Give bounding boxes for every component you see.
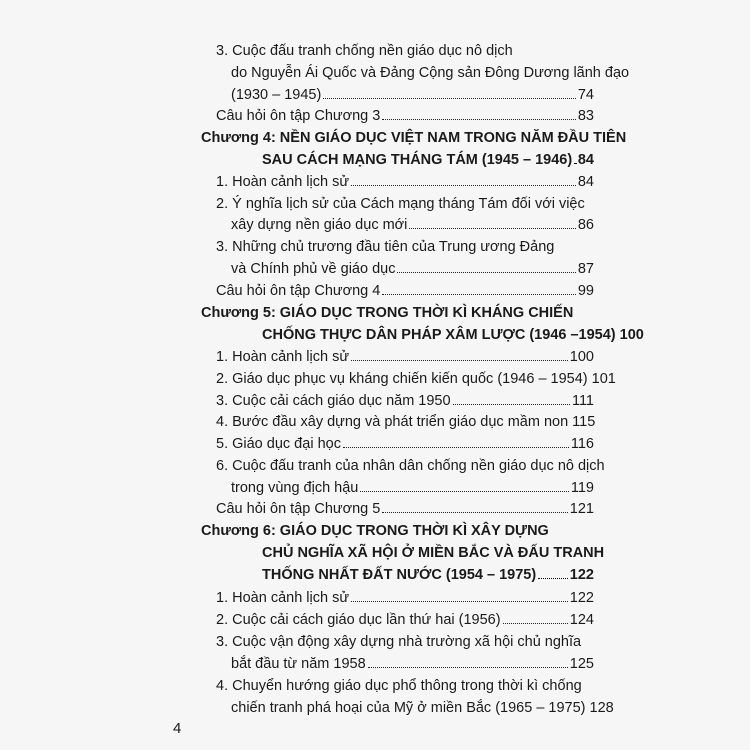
toc-line	[216, 195, 585, 213]
toc-line	[216, 238, 554, 256]
toc-entry-ch3-item3[interactable]	[231, 86, 594, 104]
toc-item-text: 3. Cuộc cải cách giáo dục năm 1950	[216, 393, 451, 409]
page-ref: 116	[570, 436, 594, 452]
toc-line	[216, 457, 605, 475]
chapter-4-title	[201, 129, 626, 147]
page-ref: 111	[571, 393, 594, 409]
toc-item-text: 2. Cuộc cải cách giáo dục lần thứ hai (1956)	[216, 612, 501, 628]
toc-item-text: 2. Giáo dục phục vụ kháng chiến kiến quốc (1946 – 1954)	[216, 371, 588, 387]
chapter-title-text: Chương 4: NỀN GIÁO DỤC VIỆT NAM TRONG NĂM ĐẦU TIÊN	[201, 130, 627, 146]
dot-leader	[351, 360, 568, 361]
toc-line	[216, 633, 581, 651]
chapter-6-title-line2	[262, 544, 604, 562]
dot-leader	[368, 667, 568, 668]
toc-entry-ch4[interactable]	[262, 151, 594, 169]
toc-item-text: 2. Ý nghĩa lịch sử của Cách mạng tháng Tám đối với việc	[216, 196, 585, 212]
page-ref: 84	[577, 152, 594, 168]
page-ref: 99	[577, 283, 594, 299]
toc-entry-ch4-item2[interactable]	[231, 216, 594, 234]
toc-item-text: 3. Cuộc đấu tranh chống nền giáo dục nô dịch	[216, 43, 513, 59]
chapter-title-text: Chương 6: GIÁO DỤC TRONG THỜI KÌ XÂY DỰNG	[201, 523, 549, 539]
dot-leader	[323, 98, 576, 99]
toc-item-text: 3. Cuộc vận động xây dựng nhà trường xã hội chủ nghĩa	[216, 634, 582, 650]
chapter-title-text: THỐNG NHẤT ĐẤT NƯỚC (1954 – 1975)	[262, 567, 537, 583]
toc-entry-ch4-review[interactable]	[216, 282, 594, 300]
toc-entry-ch5-item1[interactable]	[216, 348, 594, 366]
page-ref: 125	[569, 656, 594, 672]
page-ref: 115	[572, 414, 596, 430]
toc-line	[216, 677, 582, 695]
toc-item-text: (1930 – 1945)	[231, 87, 322, 103]
toc-item-text: 1. Hoàn cảnh lịch sử	[216, 349, 350, 365]
page-ref: 84	[577, 174, 594, 190]
toc-entry-ch6-item4[interactable]	[231, 699, 614, 717]
toc-item-text: 4. Chuyển hướng giáo dục phổ thông trong thời kì chống	[216, 678, 582, 694]
page-ref: 124	[569, 612, 594, 628]
toc-entry-ch6-item1[interactable]	[216, 589, 594, 607]
chapter-title-text: Chương 5: GIÁO DỤC TRONG THỜI KÌ KHÁNG CHIẾN	[201, 305, 574, 321]
toc-entry-ch5-item5[interactable]	[216, 435, 594, 453]
page-ref: 101	[591, 371, 616, 387]
toc-item-text: 1. Hoàn cảnh lịch sử	[216, 174, 350, 190]
toc-item-text: trong vùng địch hậu	[231, 480, 359, 496]
chapter-title-text: CHỐNG THỰC DÂN PHÁP XÂM LƯỢC (1946 –1954)	[262, 327, 616, 343]
page-ref: 74	[577, 87, 594, 103]
page-ref: 121	[569, 501, 594, 517]
page-ref: 128	[589, 700, 614, 716]
dot-leader	[351, 601, 568, 602]
toc-item-text: 5. Giáo dục đại học	[216, 436, 341, 452]
toc-item-text: xây dựng nền giáo dục mới	[231, 217, 408, 233]
page-ref: 122	[569, 567, 594, 583]
dot-leader	[382, 512, 567, 513]
toc-item-text: Câu hỏi ôn tập Chương 5	[216, 501, 381, 517]
toc-entry-ch4-item1[interactable]	[216, 173, 594, 191]
toc-entry-ch6-item3[interactable]	[231, 655, 594, 673]
page-ref: 100	[569, 349, 594, 365]
toc-item-text: 4. Bước đầu xây dựng và phát triển giáo dục mầm non	[216, 414, 569, 430]
dot-leader	[453, 404, 570, 405]
chapter-title-text: SAU CÁCH MẠNG THÁNG TÁM (1945 – 1946)	[262, 152, 573, 168]
toc-entry-ch3-review[interactable]	[216, 107, 594, 125]
page-ref: 119	[570, 480, 594, 496]
dot-leader	[538, 578, 568, 579]
page-number: 4	[173, 720, 182, 737]
page-ref: 87	[577, 261, 594, 277]
toc-item-text: chiến tranh phá hoại của Mỹ ở miền Bắc (1965 – 1975)	[231, 700, 586, 716]
toc-item-text: 3. Những chủ trương đầu tiên của Trung ương Đảng	[216, 239, 555, 255]
toc-entry-ch5[interactable]	[262, 326, 644, 344]
toc-entry-ch4-item3[interactable]	[231, 260, 594, 278]
chapter-6-title	[201, 522, 549, 540]
page-ref: 86	[577, 217, 594, 233]
page-ref: 100	[619, 327, 644, 343]
toc-item-text: 1. Hoàn cảnh lịch sử	[216, 590, 350, 606]
dot-leader	[343, 447, 569, 448]
toc-entry-ch6-item2[interactable]	[216, 611, 594, 629]
toc-item-text: Câu hỏi ôn tập Chương 4	[216, 283, 381, 299]
toc-item-text: Câu hỏi ôn tập Chương 3	[216, 108, 381, 124]
dot-leader	[503, 623, 568, 624]
toc-line	[231, 64, 629, 82]
toc-item-text: bắt đầu từ năm 1958	[231, 656, 366, 672]
dot-leader	[409, 228, 575, 229]
toc-item-text: do Nguyễn Ái Quốc và Đảng Cộng sản Đông Dương lãnh đạo	[231, 65, 630, 81]
dot-leader	[382, 119, 576, 120]
toc-entry-ch5-item3[interactable]	[216, 392, 594, 410]
toc-entry-ch5-item2[interactable]	[216, 370, 616, 388]
toc-entry-ch5-item4[interactable]	[216, 413, 594, 431]
chapter-title-text: CHỦ NGHĨA XÃ HỘI Ở MIỀN BẮC VÀ ĐẤU TRANH	[262, 545, 605, 561]
page-ref: 122	[569, 590, 594, 606]
dot-leader	[574, 163, 576, 164]
dot-leader	[382, 294, 576, 295]
dot-leader	[351, 185, 576, 186]
dot-leader	[397, 272, 575, 273]
toc-line	[216, 42, 513, 60]
chapter-5-title	[201, 304, 573, 322]
page-ref: 83	[577, 108, 594, 124]
toc-item-text: và Chính phủ về giáo dục	[231, 261, 396, 277]
toc-item-text: 6. Cuộc đấu tranh của nhân dân chống nền giáo dục nô dịch	[216, 458, 605, 474]
toc-entry-ch5-review[interactable]	[216, 500, 594, 518]
toc-entry-ch5-item6[interactable]	[231, 479, 594, 497]
toc-entry-ch6[interactable]	[262, 566, 594, 584]
dot-leader	[360, 491, 569, 492]
